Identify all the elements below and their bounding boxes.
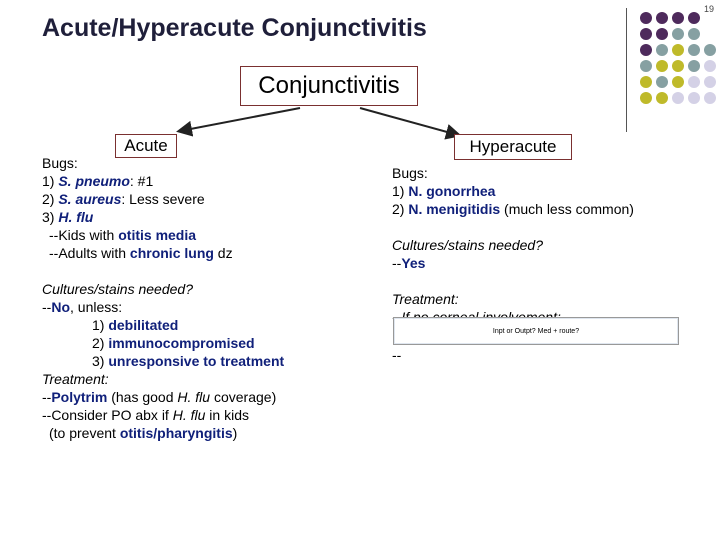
acute-unless-2: 2) immunocompromised [92,335,255,351]
acute-bug-2: 2) S. aureus: Less severe [42,191,205,207]
question-popup: Inpt or Outpt? Med + route? [393,317,679,345]
acute-bugs-heading: Bugs: [42,155,78,171]
acute-treatment-3: (to prevent otitis/pharyngitis) [49,425,238,441]
acute-adults-line: --Adults with chronic lung dz [49,245,233,261]
acute-unless-1: 1) debilitated [92,317,179,333]
hyper-bugs-heading: Bugs: [392,165,428,181]
hyperacute-node: Hyperacute [454,134,572,160]
slide-title: Acute/Hyperacute Conjunctivitis [42,14,427,42]
acute-treatment-2: --Consider PO abx if H. flu in kids [42,407,249,423]
acute-column [42,154,284,442]
hyper-bug-2: 2) N. menigitidis (much less common) [392,201,634,217]
hyper-cultures-question: Cultures/stains needed? [392,237,543,253]
hyper-treatment-2: -- [392,347,402,363]
arrow-to-acute [180,108,300,131]
hyper-bug-1: 1) N. gonorrhea [392,183,496,199]
hyper-treatment-heading: Treatment: [392,291,459,307]
acute-unless-3: 3) unresponsive to treatment [92,353,285,369]
acute-bug-1: 1) S. pneumo: #1 [42,173,154,189]
acute-cultures-question: Cultures/stains needed? [42,281,193,297]
conjunctivitis-node: Conjunctivitis [240,66,418,106]
acute-kids-line: --Kids with otitis media [49,227,197,243]
acute-treatment-1: --Polytrim (has good H. flu coverage) [42,389,277,405]
acute-bug-3: 3) H. flu [42,209,94,225]
arrow-to-hyperacute [360,108,458,135]
page-number: 19 [703,4,714,14]
hyper-cultures-answer: --Yes [392,255,426,271]
acute-node: Acute [115,134,177,158]
hyperacute-column [392,164,634,326]
acute-cultures-answer: --No, unless: [42,299,123,315]
acute-treatment-heading: Treatment: [42,371,109,387]
